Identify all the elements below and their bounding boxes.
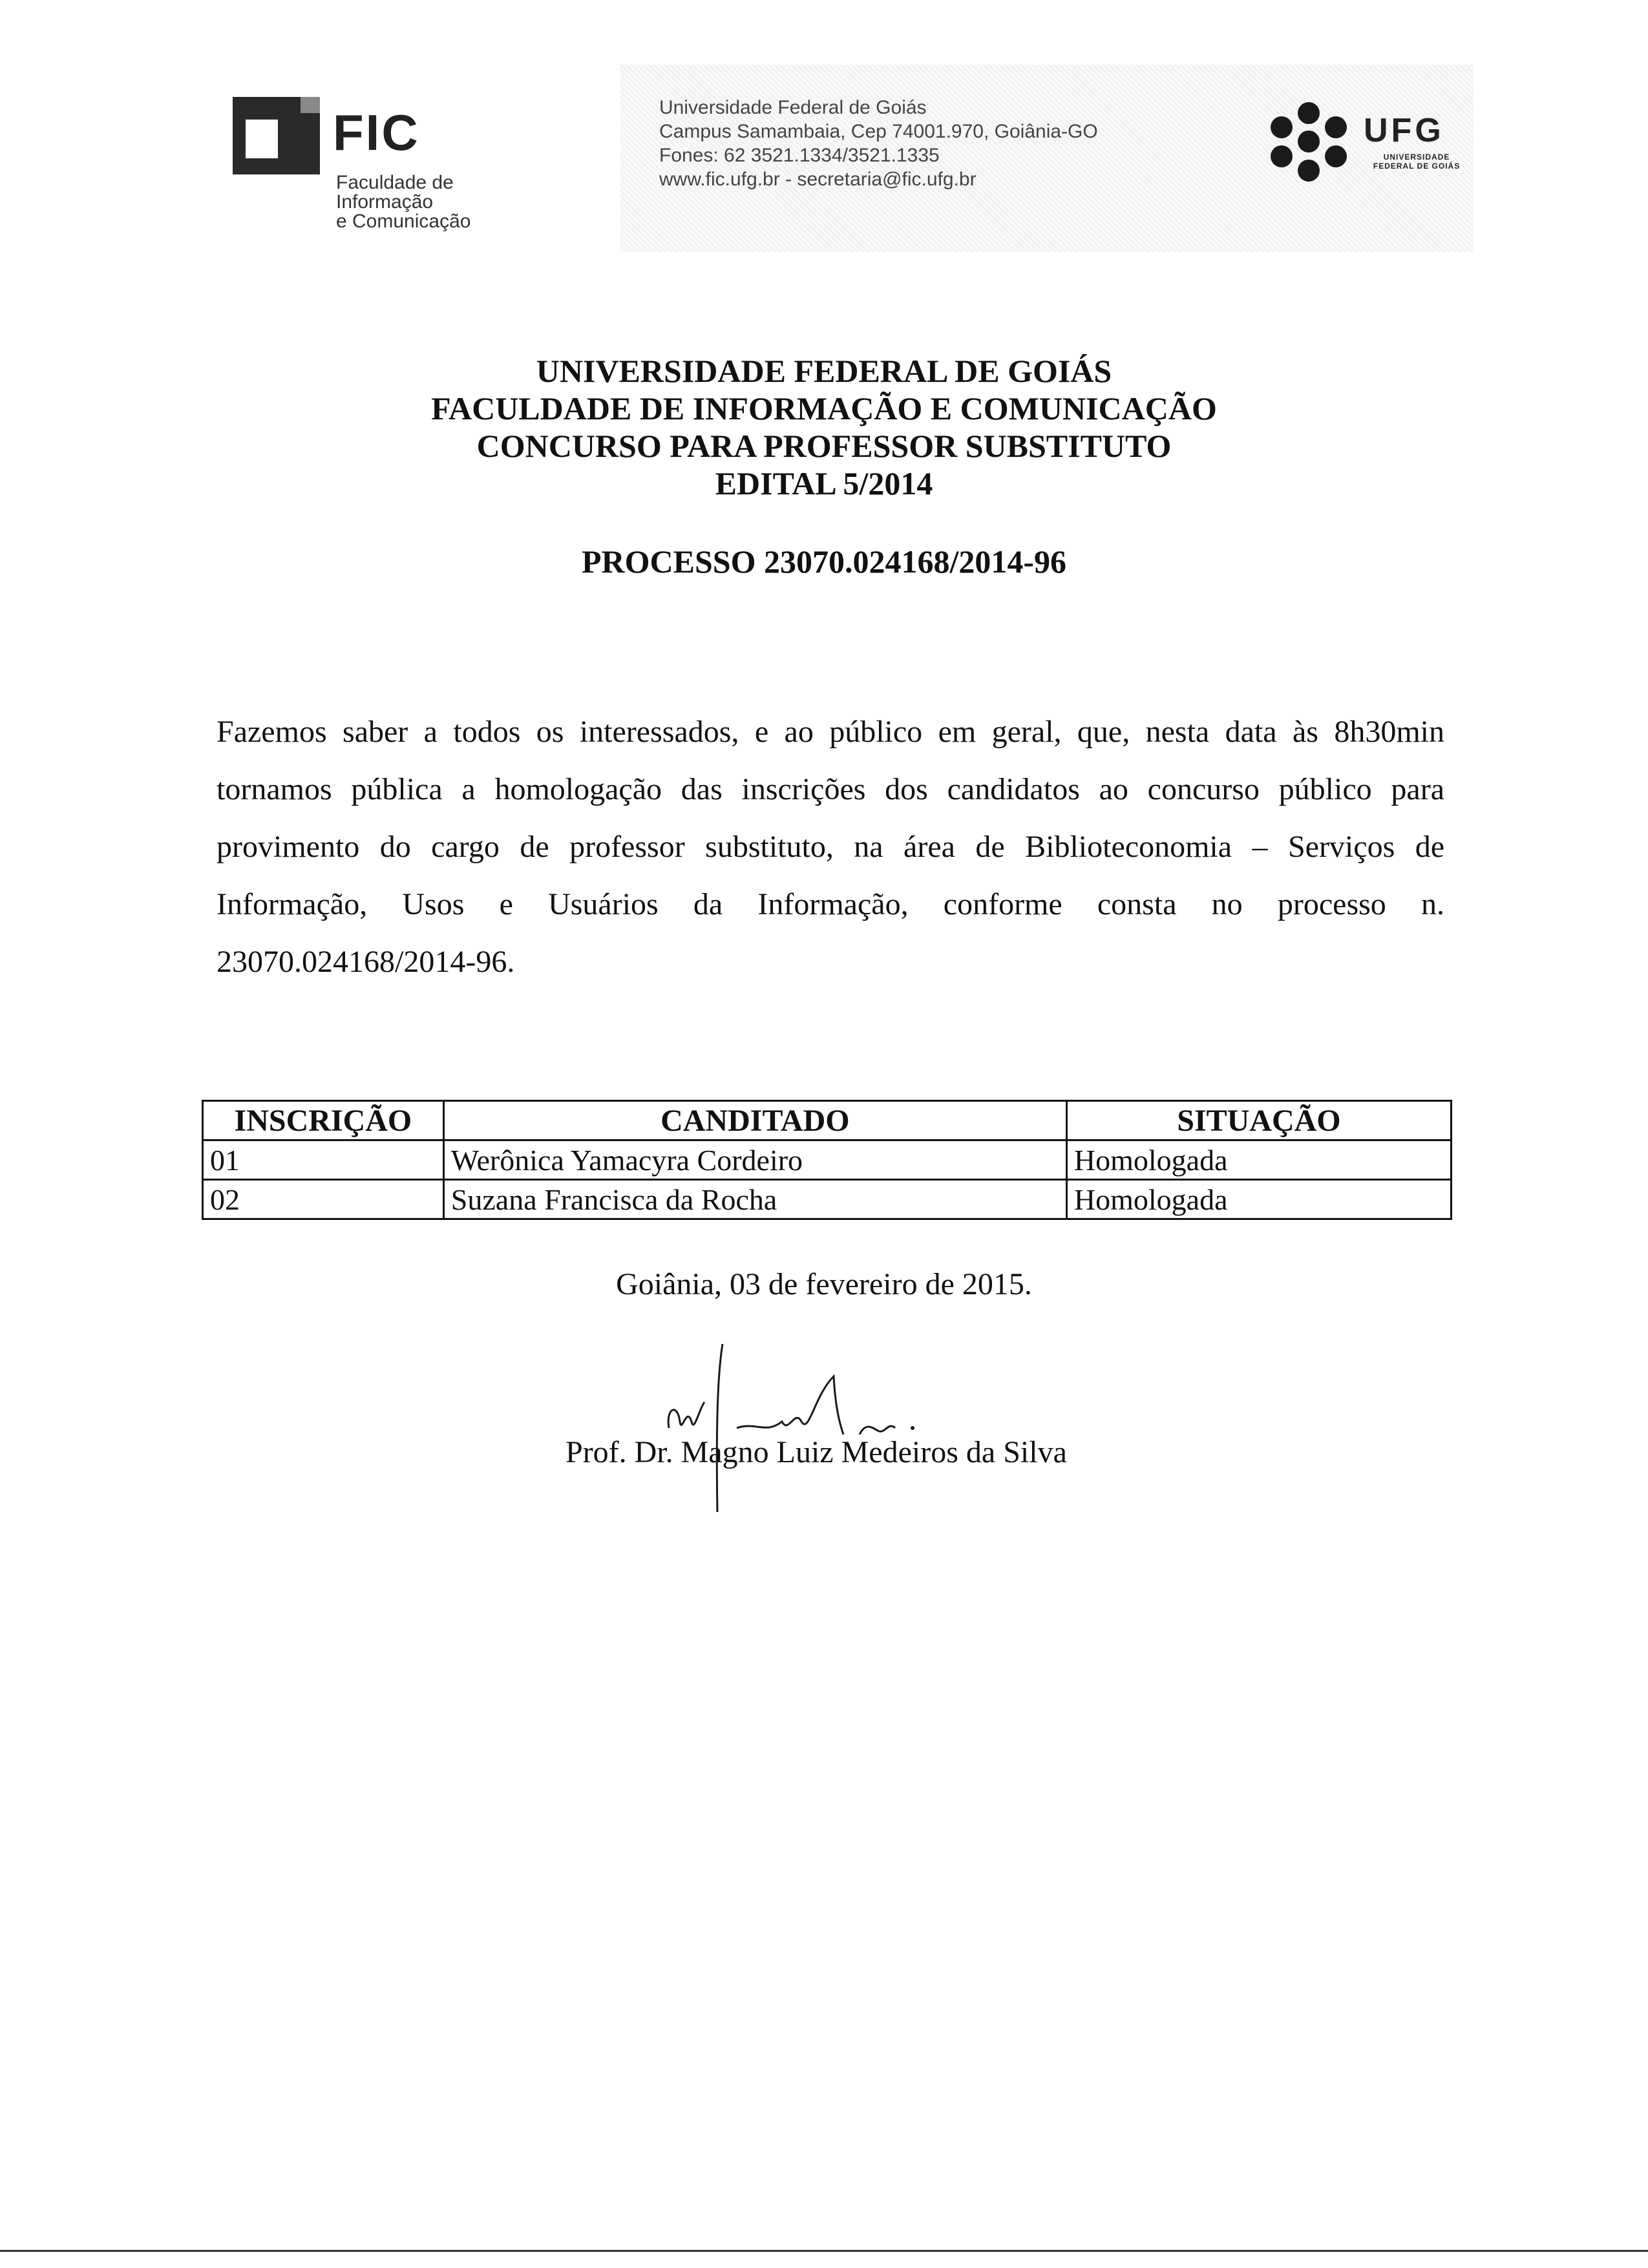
title-university: UNIVERSIDADE FEDERAL DE GOIÁS [536, 353, 1112, 389]
body-line-3: provimento do cargo de professor substituto, na área de Biblioteconomia – Serviços de [217, 830, 1444, 864]
ufg-subtitle-line2: FEDERAL DE GOIÁS [1373, 162, 1461, 171]
title-concurso: CONCURSO PARA PROFESSOR SUBSTITUTO [476, 428, 1172, 464]
contact-line-university: Universidade Federal de Goiás [659, 97, 927, 118]
cell-inscricao: 01 [203, 1140, 444, 1180]
processo-number: PROCESSO 23070.024168/2014-96 [581, 543, 1067, 580]
letterhead [0, 0, 1648, 271]
title-faculty: FACULDADE DE INFORMAÇÃO E COMUNICAÇÃO [431, 390, 1217, 426]
candidates-table [202, 1100, 1452, 1220]
ufg-logo [1260, 97, 1474, 194]
signer-name: Prof. Dr. Magno Luiz Medeiros da Silva [565, 1435, 1067, 1469]
body-line-4: Informação, Usos e Usuários da Informação, conforme consta no processo n. [217, 887, 1444, 921]
table-header-row [203, 1101, 1452, 1140]
cell-situacao: Homologada [1066, 1180, 1451, 1219]
cell-candidato: Suzana Francisca da Rocha [443, 1180, 1066, 1219]
body-line-2: tornamos pública a homologação das inscrições dos candidatos ao concurso público para [217, 772, 1444, 806]
fic-logo-icon [233, 97, 320, 174]
body-line-1: Fazemos saber a todos os interessados, e ao público em geral, que, nesta data às 8h30min [217, 715, 1444, 749]
cell-candidato: Werônica Yamacyra Cordeiro [443, 1140, 1066, 1180]
body-line-5: 23070.024168/2014-96. [217, 945, 515, 979]
fic-subtitle [336, 173, 536, 231]
contact-line-web: www.fic.ufg.br - secretaria@fic.ufg.br [659, 169, 977, 190]
date-line: Goiânia, 03 de fevereiro de 2015. [616, 1267, 1032, 1301]
contact-lines [659, 96, 1098, 191]
fic-name: FIC [333, 104, 420, 161]
header-candidato: CANDITADO [443, 1101, 1066, 1140]
body-paragraph [217, 703, 1444, 991]
ufg-logo-icon [1260, 97, 1357, 194]
fic-subtitle-line1: Faculdade de Informação [336, 172, 454, 213]
header-inscricao: INSCRIÇÃO [203, 1101, 444, 1140]
cell-inscricao: 02 [203, 1180, 444, 1219]
ufg-subtitle [1365, 152, 1468, 171]
ufg-subtitle-line1: UNIVERSIDADE [1383, 152, 1450, 162]
contact-line-address: Campus Samambaia, Cep 74001.970, Goiânia-GO [659, 121, 1098, 142]
header-situacao: SITUAÇÃO [1066, 1101, 1451, 1140]
bottom-rule [0, 2250, 1648, 2252]
title-edital: EDITAL 5/2014 [715, 465, 933, 501]
fic-logo [233, 97, 536, 232]
document-title [0, 352, 1648, 502]
table-row [203, 1140, 1452, 1180]
cell-situacao: Homologada [1066, 1140, 1451, 1180]
ufg-name: UFG [1364, 112, 1444, 149]
table-row [203, 1180, 1452, 1219]
contact-line-phones: Fones: 62 3521.1334/3521.1335 [659, 145, 940, 166]
fic-subtitle-line2: e Comunicação [336, 211, 471, 232]
handwritten-signature [646, 1325, 944, 1518]
